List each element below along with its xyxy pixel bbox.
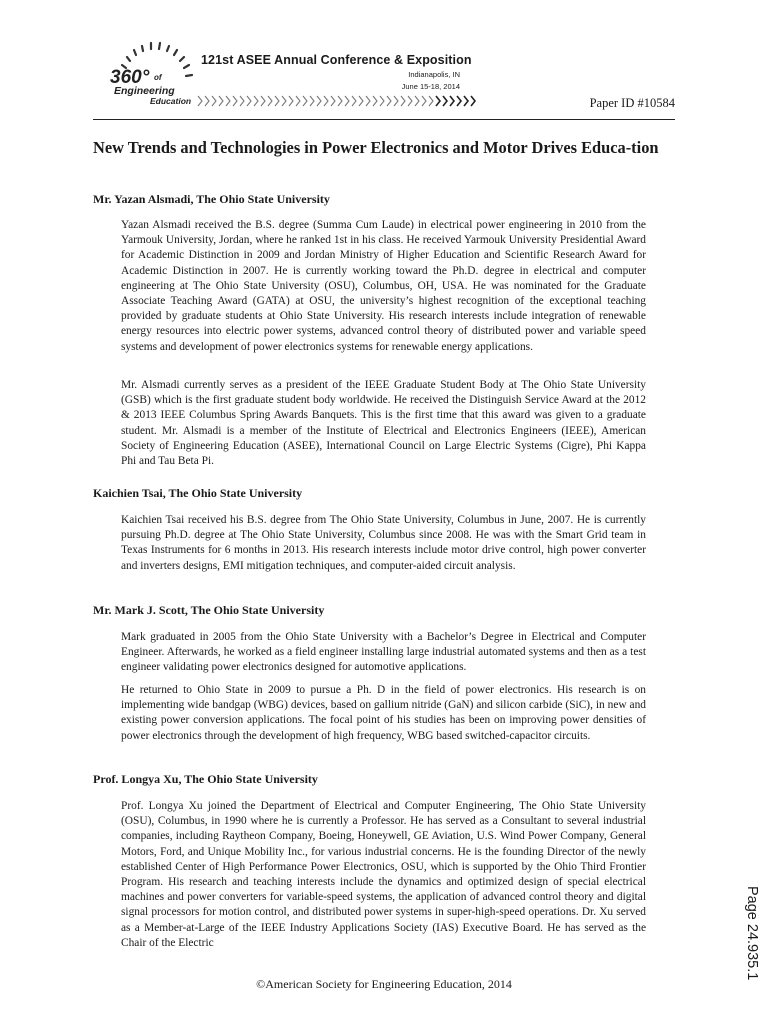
author-name: Mr. Mark J. Scott, The Ohio State University [93, 603, 325, 617]
chevron-mark [324, 96, 328, 106]
chevron-mark [380, 96, 384, 106]
chevron-mark [198, 96, 202, 106]
chevron-mark [240, 96, 244, 106]
author-name: Kaichien Tsai, The Ohio State University [93, 486, 303, 500]
author-bio-paragraph: Prof. Longya Xu joined the Department of Electrical and Computer Engineering, The Ohio State University (OSU), Columbus, in 1990 where he is currently a Professor. He has served as a Consultant to several industrial companies, including Raytheon Company, Boeing, Honeywell, GE Aviation, U.S. Wind Power Company, General Motors, Ford, and Unique Mobility Inc., for various industrial concerns. He is the founding Director of the newly established Center of High Performance Power Electronics, OSU, which is supported by the Ohio Third Frontier Program. His research and teaching interests include the dynamics and optimized design of special electrical machines and power converters for variable-speed systems, the application of advanced control theory and digital signal processors for motion control, and distributed power systems in super-high-speed operations. Dr. Xu served as a Member-at-Large of the IEEE Industry Applications Society (IAS) Executive Board. He has served as the Chair of the Electric [121, 800, 646, 949]
chevron-mark [331, 96, 335, 106]
chevron-mark [296, 96, 300, 106]
chevron-mark [471, 96, 475, 106]
chevron-mark [457, 96, 461, 106]
chevron-mark [247, 96, 251, 106]
chevron-mark [352, 96, 356, 106]
chevron-mark [422, 96, 426, 106]
chevron-mark [450, 96, 454, 106]
chevron-mark [226, 96, 230, 106]
chevron-mark [415, 96, 419, 106]
chevron-mark [373, 96, 377, 106]
chevron-mark [408, 96, 412, 106]
copyright-footer: ©American Society for Engineering Education, 2014 [256, 977, 512, 991]
paper-title: New Trends and Technologies in Power Electronics and Motor Drives Educa-tion [93, 138, 659, 157]
author-bio-paragraph: Mr. Alsmadi currently serves as a president of the IEEE Graduate Student Body at The Ohio State University (GSB) which is the first graduate student body worldwide. He received the Distinguish Service Award at the 2012 & 2013 IEEE Columbus Spring Awards Banquets. This is the first time that this award was given to a graduate student. Mr. Alsmadi is a member of the Institute of Electrical and Electronics Engineers (IEEE), American Society of Engineering Education (ASEE), International Council on Large Electric Systems (Cigre), Phi Kappa Phi and Tau Beta Pi. [121, 379, 646, 468]
paper-id: Paper ID #10584 [589, 96, 675, 110]
chevron-mark [303, 96, 307, 106]
chevron-mark [310, 96, 314, 106]
header-rule [93, 119, 675, 120]
chevron-mark [338, 96, 342, 106]
logo-360: 360° [110, 67, 150, 88]
chevron-mark [394, 96, 398, 106]
chevron-mark [212, 96, 216, 106]
chevron-mark [261, 96, 265, 106]
chevron-divider-icon [196, 94, 478, 108]
author-bio-paragraph: He returned to Ohio State in 2009 to pursue a Ph. D in the field of power electronics. His research is on implementing wide bandgap (WBG) devices, based on gallium nitride (GaN) and silicon carbide (SiC), in new and existing power conversion applications. The focal point of his studies has been on improving power densities of power electronics through the development of high frequency, WBG based switched-capacitor circuits. [121, 684, 646, 742]
chevron-mark [464, 96, 468, 106]
chevron-mark [366, 96, 370, 106]
asee-360-logo [108, 38, 200, 106]
logo-of: of [154, 73, 162, 82]
chevron-mark [359, 96, 363, 106]
chevron-mark [268, 96, 272, 106]
chevron-mark [233, 96, 237, 106]
page-number: Page 24.935.1 [744, 886, 760, 981]
chevron-mark [289, 96, 293, 106]
chevron-mark [387, 96, 391, 106]
chevron-mark [345, 96, 349, 106]
author-bio-paragraph: Kaichien Tsai received his B.S. degree from The Ohio State University, Columbus in June, 2007. He is currently pursuing Ph.D. degree at The Ohio State University, Columbus since 2008. He was with the Smart Grid team in Texas Instruments for 6 months in 2013. His research interests include motor drive control, high power converter and inverters designs, EMI mitigation techniques, and computer-aided circuit analysis. [121, 514, 646, 572]
chevron-mark [429, 96, 433, 106]
author-name: Prof. Longya Xu, The Ohio State University [93, 772, 318, 786]
logo-education: Education [150, 96, 192, 106]
logo-engineering: Engineering [114, 85, 175, 97]
author-bio-paragraph: Mark graduated in 2005 from the Ohio State University with a Bachelor’s Degree in Electrical and Computer Engineer. Afterwards, he worked as a field engineer installing large industrial automated systems and then as a test engineer validating power electronics designed for automotive applications. [121, 631, 646, 674]
chevron-mark [205, 96, 209, 106]
chevron-mark [254, 96, 258, 106]
chevron-mark [436, 96, 440, 106]
chevron-mark [282, 96, 286, 106]
conference-location: Indianapolis, IN [408, 70, 460, 79]
chevron-mark [443, 96, 447, 106]
chevron-mark [401, 96, 405, 106]
chevron-mark [317, 96, 321, 106]
conference-dates: June 15-18, 2014 [401, 82, 460, 91]
chevron-mark [275, 96, 279, 106]
conference-title: 121st ASEE Annual Conference & Exposition [201, 53, 472, 67]
author-name: Mr. Yazan Alsmadi, The Ohio State University [93, 192, 330, 206]
author-bio-paragraph: Yazan Alsmadi received the B.S. degree (Summa Cum Laude) in electrical power engineering in 2010 from the Yarmouk University, Jordan, where he ranked 1st in his class. He received Yarmouk University Presidential Award for Academic Distinction in 2009 and Jordan Ministry of Higher Education and Scientific Research Award for Academic Distinction in 2007. He is currently working toward the Ph.D. degree in electrical and computer engineering at The Ohio State University (OSU), Columbus, OH, USA. He was nominated for the Graduate Associate Teaching Award (GATA) at OSU, the university’s highest recognition of the exceptional teaching provided by graduate students at Ohio State University. His research interests include integration of renewable energy resources into electric power systems, advanced control theory of distributed power and variable speed systems and development of power electronics systems for renewable energy applications. [121, 219, 646, 353]
chevron-mark [219, 96, 223, 106]
